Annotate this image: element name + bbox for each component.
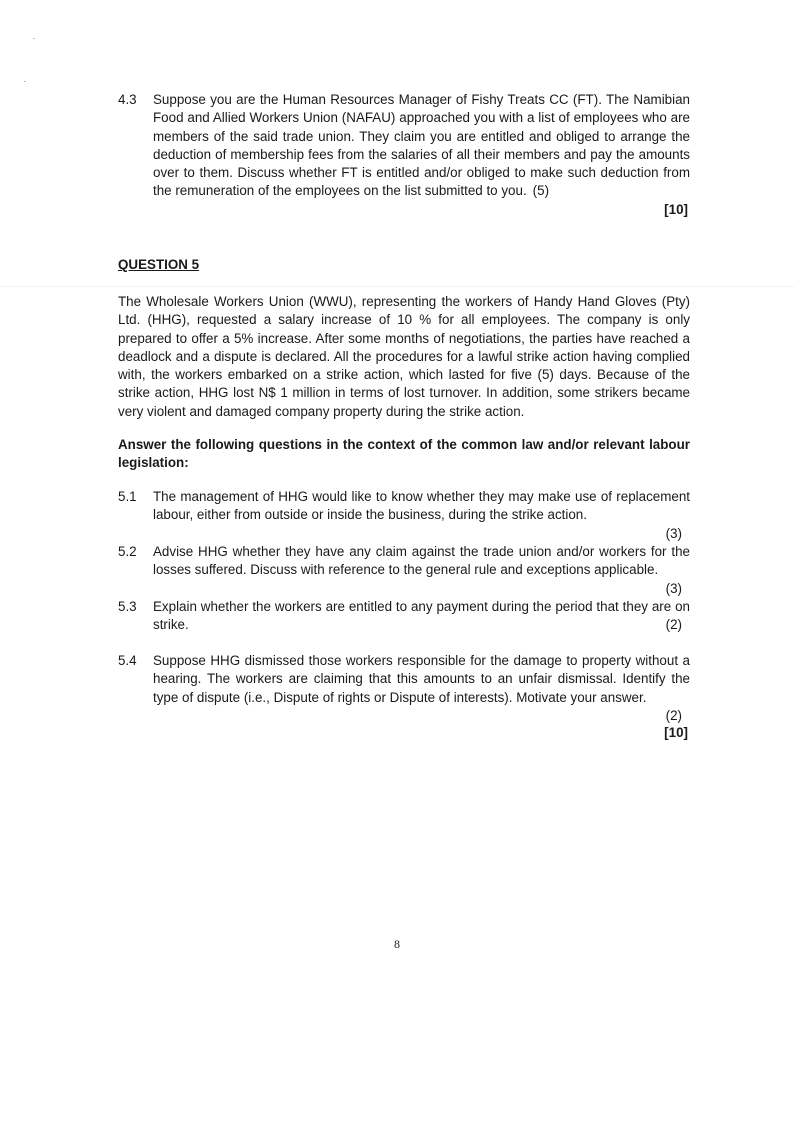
question-number: 5.2 [118,544,137,559]
scan-speck [33,38,35,39]
question-5-1 [118,488,690,543]
question-body: Suppose HHG dismissed those workers responsible for the damage to property without a hearing. The workers are claiming that this amounts to an unfair dismissal. Identify the type of dispute (i.e., Dispute of rights or Dispute of interests). Motivate your answer. [153,653,690,705]
question-marks: (3) [665,525,682,541]
question-number: 5.1 [118,489,137,504]
question-body: The management of HHG would like to know whether they may make use of replacement labour, either from outside or inside the business, during the strike action. [153,489,690,523]
question-5-scenario: The Wholesale Workers Union (WWU), representing the workers of Handy Hand Gloves (Pty) Ltd. (HHG), requested a salary increase of 10 % for all employees. The company is only prepared to offer a 5% increase. After some months of negotiations, the parties have reached a deadlock and a dispute is declared. All the procedures for a lawful strike action having complied with, the workers embarked on a strike action, which lasted for five (5) days. Because of the strike action, HHG lost N$ 1 million in terms of lost turnover. In addition, some strikers became very violent and damaged company property during the strike action. [118,294,690,419]
scan-speck [24,81,26,82]
question-5-total: [10] [664,725,688,740]
question-marks: (2) [665,707,682,723]
question-marks: (2) [665,617,682,632]
question-body [153,598,690,635]
question-text [153,91,690,201]
question-5-2 [118,543,690,598]
question-marks: (5) [532,183,550,199]
question-5-4 [118,652,690,725]
question-body: Suppose you are the Human Resources Manager of Fishy Treats CC (FT). The Namibian Food and Allied Workers Union (NAFAU) approached you with a list of employees who are members of the said trade union. They claim you are entitled and obliged to arrange the deduction of membership fees from the salaries of all their members and pay the amounts over to them. Discuss whether FT is entitled and/or obliged to make such deduction from the remuneration of the employees on the list submitted to you. [153,92,690,199]
question-number: 5.4 [118,653,137,668]
page-number: 8 [394,937,400,951]
question-number: 5.3 [118,599,137,614]
question-5-instruction: Answer the following questions in the context of the common law and/or relevant labour legislation: [118,437,690,471]
question-body: Advise HHG whether they have any claim against the trade union and/or workers for the losses suffered. Discuss with reference to the general rule and exceptions applicable. [153,544,690,578]
question-text: Explain whether the workers are entitled to any payment during the period that they are on strike. [153,599,690,633]
question-4-3 [118,91,690,201]
question-5-3 [118,598,690,635]
question-4-total: [10] [664,202,688,217]
question-marks: (3) [665,580,682,596]
scan-line [0,286,794,287]
question-number: 4.3 [118,92,137,107]
question-5-heading: QUESTION 5 [118,257,200,272]
